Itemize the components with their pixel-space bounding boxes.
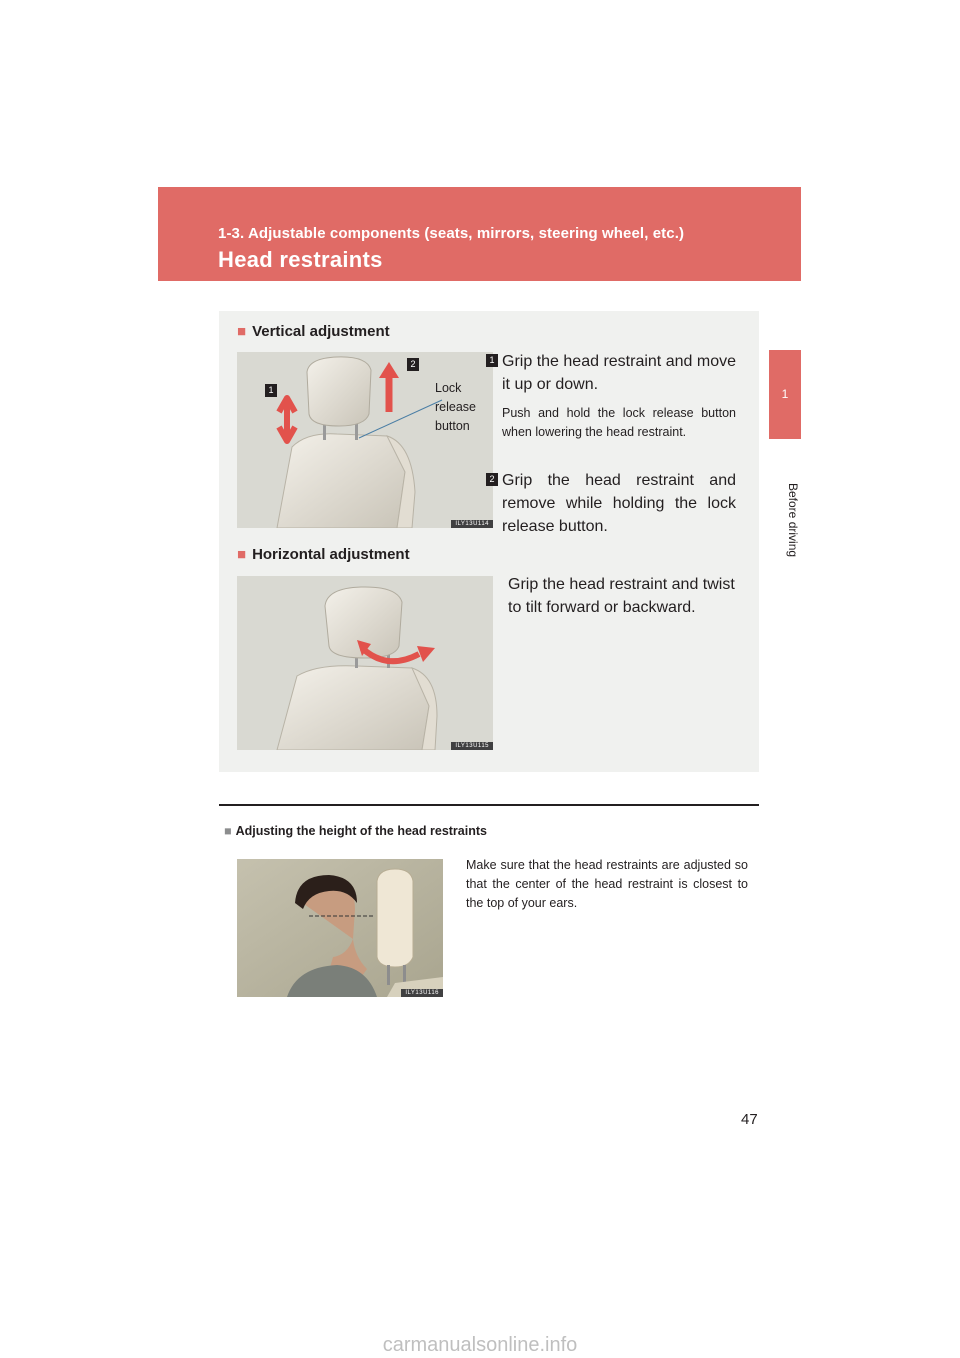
instruction-panel [219,311,759,772]
vertical-adjustment-heading: ■ Vertical adjustment [237,323,390,340]
height-instruction-text: Make sure that the head restraints are adjusted so that the center of the head restraint is closest to the top of your ears. [466,858,748,910]
lock-release-callout: Lock release button [435,381,476,433]
section-title: 1-3. Adjustable components (seats, mirrors, steering wheel, etc.) [218,225,685,242]
step-number-2: 2 [486,473,498,486]
step-2 [489,469,736,538]
chapter-tab-label: Before driving [786,482,800,558]
horizontal-adjustment-text: Grip the head restraint and twist to tilt forward or backward. [508,576,735,616]
chapter-header [158,187,801,281]
footer-watermark[interactable]: carmanualsonline.info [382,1334,578,1356]
square-bullet-icon: ■ [237,546,247,563]
square-bullet-icon: ■ [237,323,247,340]
step-1-note: Push and hold the lock release button when lowering the head restraint. [502,406,736,439]
step-2-text: Grip the head restraint and remove while holding the lock release button. [502,472,736,535]
chapter-tab[interactable]: 1 [769,350,801,439]
step-1 [489,350,736,442]
height-heading: ■ Adjusting the height of the head restraints [224,824,487,838]
section-divider [219,804,759,806]
step-1-text: Grip the head restraint and move it up or down. [502,353,736,393]
image-code: ILY13U115 [451,742,493,750]
image-code: ILY13U116 [401,989,443,997]
page-title: Head restraints [218,247,383,272]
step-marker-1: 1 [265,384,277,397]
page-number: 47 [741,1111,758,1128]
horizontal-adjustment-heading: ■ Horizontal adjustment [237,546,410,563]
step-marker-2: 2 [407,358,419,371]
horizontal-adjustment-image [237,576,493,750]
step-number-1: 1 [486,354,498,367]
square-bullet-icon: ■ [224,824,232,838]
head-height-image [237,859,443,997]
image-code: ILY13U114 [451,520,493,528]
